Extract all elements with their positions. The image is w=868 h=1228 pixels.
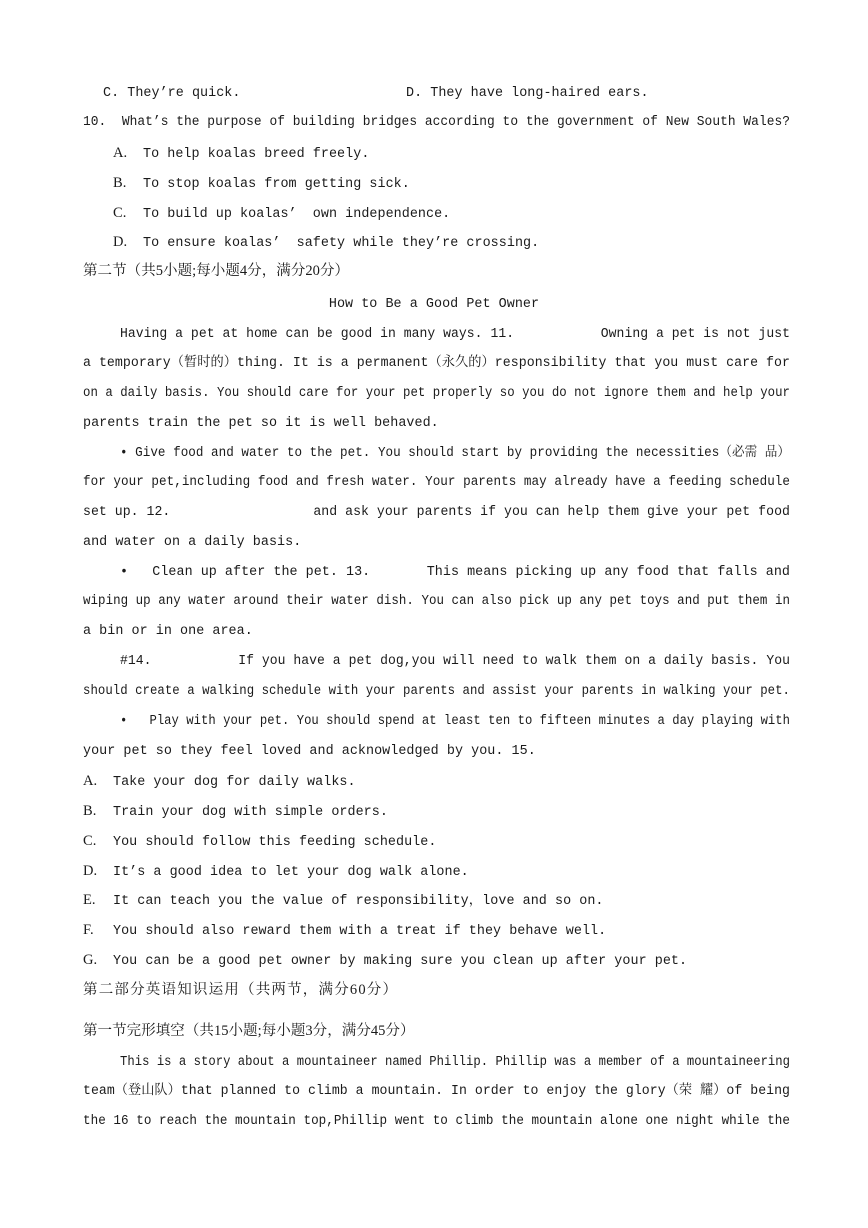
choice-text: It’s a good idea to let your dog walk alone. bbox=[113, 865, 469, 880]
choice-letter: F. bbox=[83, 922, 94, 938]
q10-stem: 10. What’s the purpose of building bridges according to the government of New South Wales? bbox=[83, 115, 791, 130]
choice-e bbox=[83, 892, 604, 910]
option-letter: C. bbox=[113, 205, 127, 221]
option-letter: D. bbox=[113, 234, 128, 250]
choice-text: You can be a good pet owner by making sure you clean up after your pet. bbox=[113, 954, 688, 969]
choice-text: You should also reward them with a treat if they behave well. bbox=[113, 924, 607, 939]
passage-line: and water on a daily basis. bbox=[83, 535, 302, 550]
passage-line: a bin or in one area. bbox=[83, 624, 253, 639]
passage-line: • Give food and water to the pet. You should start by providing the necessities（必需 品） bbox=[120, 446, 791, 461]
choice-text: Train your dog with simple orders. bbox=[113, 805, 388, 820]
choice-letter: E. bbox=[83, 892, 96, 908]
q10-option-c bbox=[113, 205, 450, 223]
choice-c bbox=[83, 833, 436, 851]
choice-d bbox=[83, 863, 469, 881]
passage-line: • Play with your pet. You should spend at least ten to fifteen minutes a day playing with bbox=[120, 714, 791, 729]
passage-line: on a daily basis. You should care for your pet properly so you do not ignore them and help your bbox=[83, 386, 790, 401]
choice-g bbox=[83, 952, 687, 970]
part2-heading: 第二部分英语知识运用（共两节，满分60分） bbox=[83, 982, 399, 998]
cloze-line: team（登山队）that planned to climb a mountain. In order to enjoy the glory（荣 耀）of being bbox=[83, 1084, 791, 1099]
option-letter: A. bbox=[113, 145, 128, 161]
section2-heading: 第二节（共5小题;每小题4分，满分20分） bbox=[83, 263, 350, 279]
option-text: To help koalas breed freely. bbox=[143, 147, 370, 162]
choice-f bbox=[83, 922, 606, 940]
passage-line: wiping up any water around their water dish. You can also pick up any pet toys and put them in bbox=[83, 594, 791, 609]
choice-letter: D. bbox=[83, 863, 98, 879]
q9-option-d: D. They have long-haired ears. bbox=[406, 86, 649, 101]
choice-letter: A. bbox=[83, 773, 98, 789]
passage-line: #14. If you have a pet dog,you will need to walk them on a daily basis. You bbox=[120, 654, 790, 669]
passage-line: a temporary（暂时的）thing. It is a permanent（永久的）responsibility that you must care for bbox=[83, 356, 790, 371]
cloze-line: This is a story about a mountaineer named Phillip. Phillip was a member of a mountaineering bbox=[120, 1055, 791, 1070]
option-letter: B. bbox=[113, 175, 127, 191]
q10-option-a bbox=[113, 145, 369, 163]
option-text: To stop koalas from getting sick. bbox=[143, 177, 410, 192]
choice-text: It can teach you the value of responsibility，love and so on. bbox=[113, 894, 604, 909]
cloze-line: the 16 to reach the mountain top,Phillip went to climb the mountain alone one night while the bbox=[83, 1114, 791, 1129]
passage-line: set up. 12. and ask your parents if you can help them give your pet food bbox=[83, 505, 790, 520]
q10-option-b bbox=[113, 175, 410, 193]
passage-line: your pet so they feel loved and acknowledged by you. 15. bbox=[83, 744, 536, 759]
passage-line: should create a walking schedule with your parents and assist your parents in walking your pet. bbox=[83, 684, 790, 699]
passage-line: • Clean up after the pet. 13. This means picking up any food that falls and bbox=[120, 565, 790, 580]
choice-text: Take your dog for daily walks. bbox=[113, 775, 356, 790]
passage-line: Having a pet at home can be good in many ways. 11. Owning a pet is not just bbox=[120, 327, 790, 342]
choice-a bbox=[83, 773, 356, 791]
q10-option-d bbox=[113, 234, 539, 252]
passage-line: for your pet,including food and fresh water. Your parents may already have a feeding schedule bbox=[83, 475, 791, 490]
passage-line: parents train the pet so it is well behaved. bbox=[83, 416, 439, 431]
choice-letter: B. bbox=[83, 803, 97, 819]
passage-title: How to Be a Good Pet Owner bbox=[328, 297, 540, 312]
option-text: To ensure koalas’ safety while they’re crossing. bbox=[143, 236, 540, 251]
cloze-heading: 第一节完形填空（共15小题;每小题3分，满分45分） bbox=[83, 1023, 415, 1039]
option-text: To build up koalas’ own independence. bbox=[143, 207, 451, 222]
q9-option-c: C. They’re quick. bbox=[103, 86, 241, 101]
choice-text: You should follow this feeding schedule. bbox=[113, 835, 437, 850]
choice-letter: C. bbox=[83, 833, 97, 849]
choice-letter: G. bbox=[83, 952, 98, 968]
choice-b bbox=[83, 803, 388, 821]
